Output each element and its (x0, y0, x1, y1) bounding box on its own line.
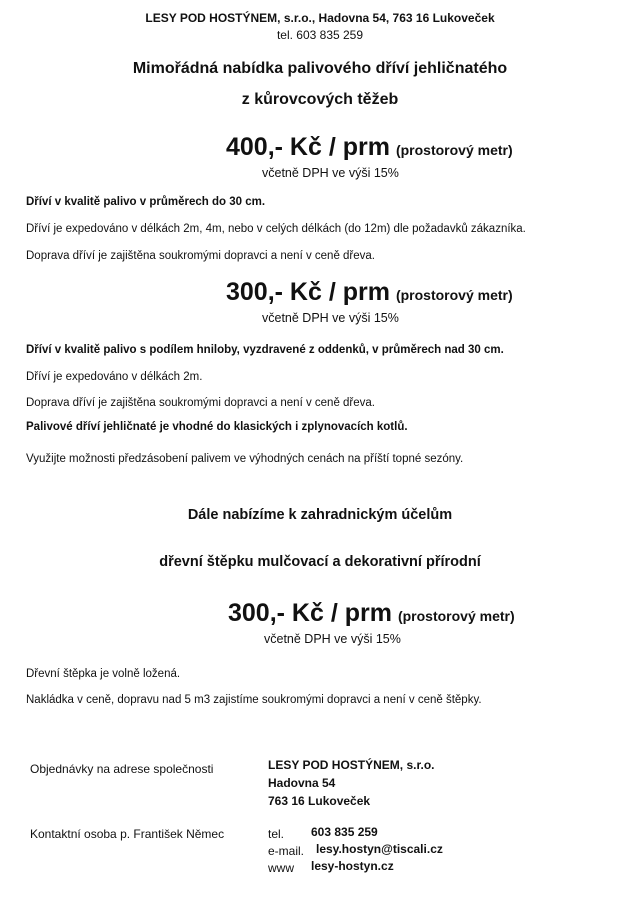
offer1-price: 400,- Kč / prm (226, 133, 390, 161)
email-label: e-mail. (268, 844, 305, 858)
tel-label: tel. (268, 827, 285, 841)
page-title-line2: z kůrovcových těžeb (241, 91, 399, 108)
contact-person: Kontaktní osoba p. František Němec (30, 827, 225, 841)
offer2-vat: včetně DPH ve výši 15% (262, 311, 399, 325)
offer2-price: 300,- Kč / prm (226, 278, 390, 306)
email-link[interactable]: lesy.hostyn@tiscali.cz (316, 842, 443, 856)
offer2-price-row (226, 278, 513, 307)
offer2-suitability: Palivové dříví jehličnaté je vhodné do klasických i zplynovacích kotlů. (26, 421, 408, 433)
offer1-unit: (prostorový metr) (395, 142, 513, 158)
contact-city: 763 16 Lukoveček (268, 794, 371, 808)
offer2-lengths: Dříví je expedováno v délkách 2m. (26, 371, 203, 383)
offer1-price-row (226, 133, 513, 162)
offer1-vat: včetně DPH ve výši 15% (262, 166, 399, 180)
header-phone: tel. 603 835 259 (276, 28, 364, 42)
contact-company: LESY POD HOSTÝNEM, s.r.o. (268, 758, 435, 772)
offer1-lengths: Dříví je expedováno v délkách 2m, 4m, nebo v celých délkách (do 12m) dle požadavků zákazníka. (26, 223, 526, 235)
offer2-transport: Doprava dříví je zajištěna soukromými dopravci a není v ceně dřeva. (26, 397, 375, 409)
company-header: LESY POD HOSTÝNEM, s.r.o., Hadovna 54, 763 16 Lukoveček (145, 11, 495, 25)
offer1-quality: Dříví v kvalitě palivo v průměrech do 30 cm. (26, 196, 266, 208)
contact-street: Hadovna 54 (268, 776, 336, 790)
garden-vat: včetně DPH ve výši 15% (264, 632, 401, 646)
offer2-advice: Využijte možnosti předzásobení palivem ve výhodných cenách na příští topné sezóny. (26, 453, 464, 465)
garden-product: dřevní štěpku mulčovací a dekorativní přírodní (159, 554, 481, 570)
garden-loading: Nakládka v ceně, dopravu nad 5 m3 zajistíme soukromými dopravci a není v ceně štěpky. (26, 694, 482, 706)
orders-label: Objednávky na adrese společnosti (30, 762, 214, 776)
offer2-unit: (prostorový metr) (395, 287, 513, 303)
garden-loose: Dřevní štěpka je volně ložená. (26, 668, 181, 680)
garden-price-row (228, 599, 515, 628)
tel-value: 603 835 259 (311, 825, 378, 839)
web-label: www (268, 861, 294, 875)
offer1-transport: Doprava dříví je zajištěna soukromými dopravci a není v ceně dřeva. (26, 250, 375, 262)
page-title-line1: Mimořádná nabídka palivového dříví jehličnatého (132, 60, 508, 77)
web-link[interactable]: lesy-hostyn.cz (311, 859, 394, 873)
garden-price: 300,- Kč / prm (228, 599, 392, 627)
garden-unit: (prostorový metr) (397, 608, 515, 624)
garden-intro: Dále nabízíme k zahradnickým účelům (187, 507, 453, 523)
offer2-quality: Dříví v kvalitě palivo s podílem hniloby, vyzdravené z oddenků, v průměrech nad 30 cm. (26, 344, 504, 356)
